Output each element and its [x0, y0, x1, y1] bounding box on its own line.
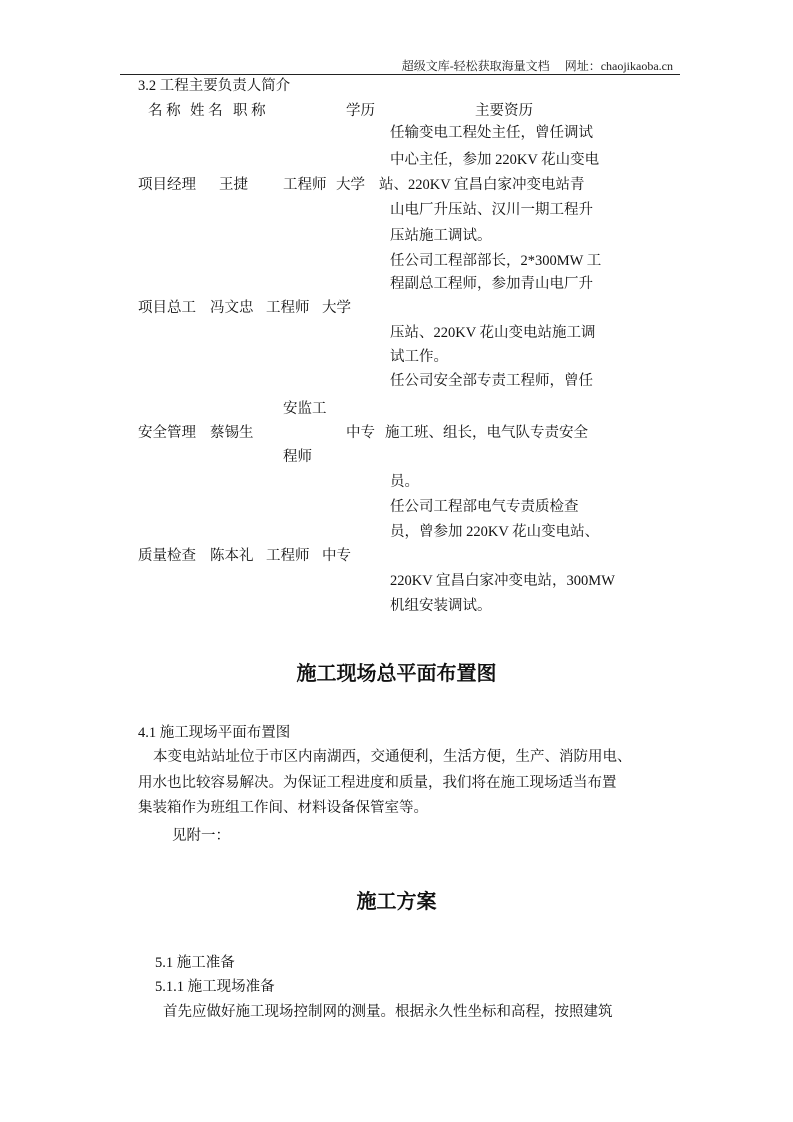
row-name: 冯文忠	[210, 300, 254, 316]
bio-line: 机组安装调试。	[390, 598, 492, 614]
section-heading: 3.2 工程主要负责人简介	[138, 78, 291, 94]
col-title: 职 称	[233, 103, 266, 119]
paragraph-line: 集装箱作为班组工作间、材料设备保管室等。	[138, 800, 428, 816]
row-role: 质量检查	[138, 548, 196, 564]
row-role: 项目经理	[138, 177, 196, 193]
bio-line: 220KV 宜昌白家冲变电站，300MW	[390, 573, 615, 589]
paragraph-line: 首先应做好施工现场控制网的测量。根据永久性坐标和高程，按照建筑	[163, 1004, 613, 1020]
bio-line: 员，曾参加 220KV 花山变电站、	[390, 524, 600, 540]
subsection-heading: 4.1 施工现场平面布置图	[138, 725, 291, 741]
bio-line: 任公司工程部电气专责质检查	[390, 499, 579, 515]
paragraph-line: 用水也比较容易解决。为保证工程进度和质量，我们将在施工现场适当布置	[138, 775, 617, 791]
bio-line: 施工班、组长，电气队专责安全	[385, 425, 588, 441]
bio-line: 压站、220KV 花山变电站施工调	[390, 325, 596, 341]
row-edu: 中专	[346, 425, 375, 441]
row-title: 工程师	[283, 177, 327, 193]
bio-line: 山电厂升压站、汉川一期工程升	[390, 202, 593, 218]
row-edu: 大学	[322, 300, 351, 316]
row-role: 项目总工	[138, 300, 196, 316]
bio-line: 站、220KV 宜昌白家冲变电站青	[379, 177, 585, 193]
bio-line: 员。	[390, 474, 419, 490]
header-site: 超级文库-轻松获取海量文档	[401, 59, 550, 73]
subsection-heading: 5.1 施工准备	[155, 955, 235, 971]
row-title: 工程师	[266, 548, 310, 564]
row-role: 安全管理	[138, 425, 196, 441]
col-role: 名 称	[148, 103, 181, 119]
page-header	[402, 57, 673, 74]
bio-line: 任输变电工程处主任，曾任调试	[390, 125, 593, 141]
header-rule	[120, 74, 680, 75]
bio-line: 试工作。	[390, 349, 448, 365]
row-edu: 大学	[336, 177, 365, 193]
row-title: 安监工	[283, 401, 327, 417]
bio-line: 任公司工程部部长，2*300MW 工	[390, 253, 602, 269]
bio-line: 任公司安全部专责工程师，曾任	[390, 373, 593, 389]
bio-line: 压站施工调试。	[390, 228, 492, 244]
row-edu: 中专	[322, 548, 351, 564]
chapter-title: 施工方案	[356, 891, 437, 913]
col-name: 姓 名	[190, 103, 223, 119]
row-title: 工程师	[266, 300, 310, 316]
bio-line: 中心主任，参加 220KV 花山变电	[390, 152, 600, 168]
col-edu: 学历	[346, 103, 375, 119]
header-url: 网址：chaojikaoba.cn	[564, 59, 673, 73]
row-name: 蔡锡生	[210, 425, 254, 441]
paragraph-line: 本变电站站址位于市区内南湖西，交通便利，生活方便，生产、消防用电、	[153, 749, 632, 765]
col-bio: 主要资历	[475, 103, 533, 119]
row-name: 王捷	[219, 177, 248, 193]
chapter-title: 施工现场总平面布置图	[296, 663, 497, 685]
see-appendix: 见附一：	[172, 828, 230, 844]
row-title: 程师	[283, 449, 312, 465]
bio-line: 程副总工程师，参加青山电厂升	[390, 276, 593, 292]
row-name: 陈本礼	[210, 548, 254, 564]
subsection-heading: 5.1.1 施工现场准备	[155, 979, 275, 995]
